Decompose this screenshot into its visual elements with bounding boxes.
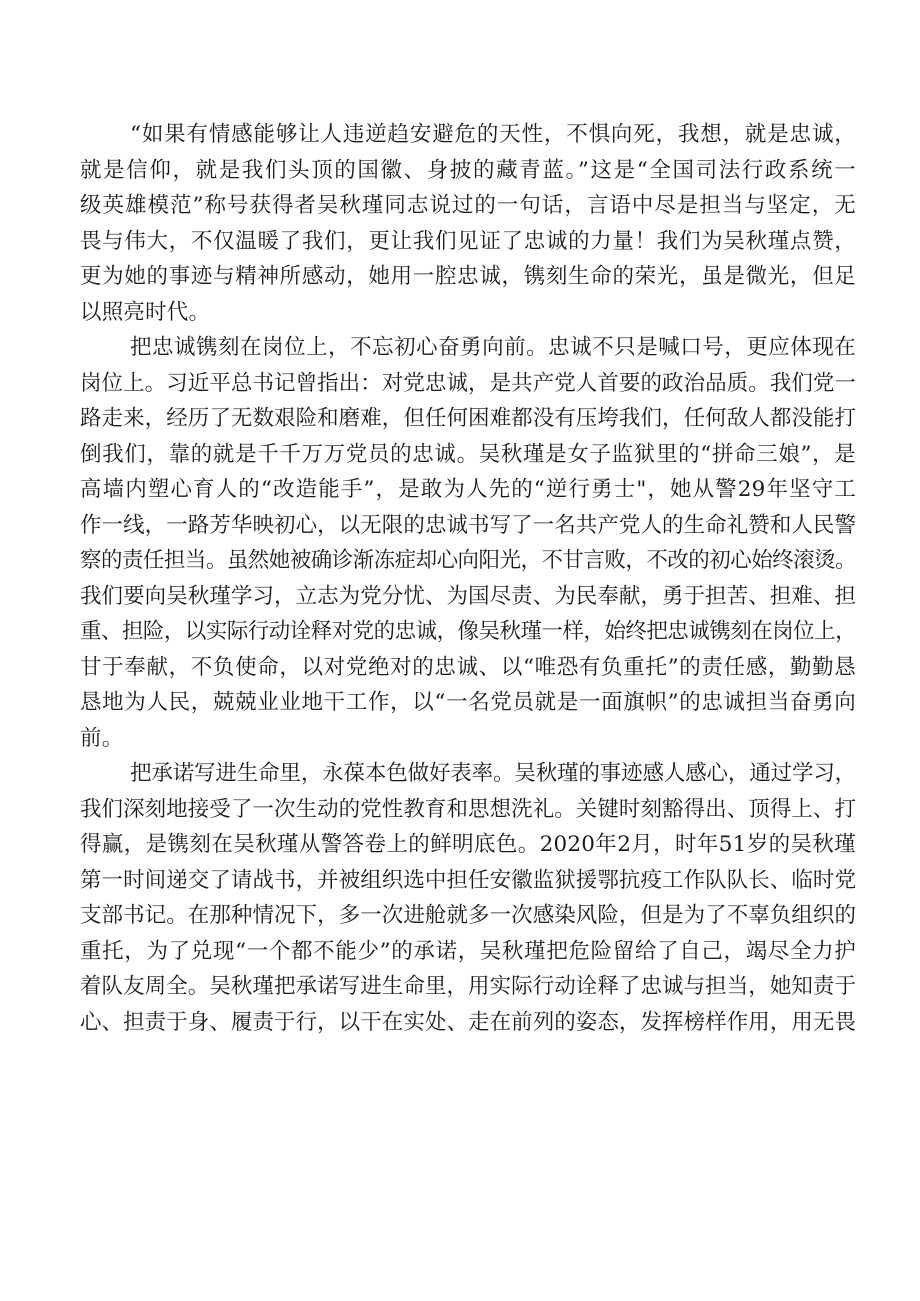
document-body — [80, 117, 856, 1040]
paragraph-line: 畏与伟大，不仅温暖了我们，更让我们见证了忠诚的力量！我们为吴秋瑾点赞， — [80, 228, 856, 254]
paragraph-line: 恳地为人民，兢兢业业地干工作，以“一名党员就是一面旗帜”的忠诚担当奋勇向 — [80, 690, 856, 715]
paragraph-line: 得赢，是镌刻在吴秋瑾从警答卷上的鲜明底色。2020年2月，时年51岁的吴秋瑾 — [80, 832, 856, 857]
paragraph-line: 高墙内塑心育人的“改造能手”，是敢为人先的“逆行勇士"，她从警29年坚守工 — [80, 477, 856, 502]
paragraph-line: 重托，为了兑现“一个都不能少”的承诺，吴秋瑾把危险留给了自己，竭尽全力护 — [80, 938, 856, 964]
paragraph-line: 重、担险，以实际行动诠释对党的忠诚，像吴秋瑾一样，始终把忠诚镌刻在岗位上， — [80, 619, 856, 644]
paragraph-line: 倒我们，靠的就是千千万万党员的忠诚。吴秋瑾是女子监狱里的“拼命三娘”，是 — [80, 441, 856, 467]
paragraph-line: 作一线，一路芳华映初心，以无限的忠诚书写了一名共产党人的生命礼赞和人民警 — [80, 512, 856, 538]
paragraph-line: 甘于奉献，不负使命，以对党绝对的忠诚、以“唯恐有负重托”的责任感，勤勤恳 — [80, 654, 856, 680]
paragraph-line: 我们深刻地接受了一次生动的党性教育和思想洗礼。关键时刻豁得出、顶得上、打 — [80, 796, 856, 822]
paragraph-line: 就是信仰，就是我们头顶的国徽、身披的藏青蓝。”这是“全国司法行政系统一 — [80, 157, 856, 183]
paragraph-line: 第一时间递交了请战书，并被组织选中担任安徽监狱援鄂抗疫工作队队长、临时党 — [80, 867, 856, 893]
paragraph-line: 我们要向吴秋瑾学习，立志为党分忧、为国尽责、为民奉献，勇于担苦、担难、担 — [80, 583, 856, 609]
paragraph-line: 心、担责于身、履责于行，以干在实处、走在前列的姿态，发挥榜样作用，用无畏 — [80, 1009, 856, 1035]
paragraph — [80, 330, 856, 756]
paragraph-line: 察的责任担当。虽然她被确诊渐冻症却心向阳光，不甘言败，不改的初心始终滚烫。 — [80, 548, 856, 573]
paragraph-line: 把忠诚镌刻在岗位上，不忘初心奋勇向前。忠诚不只是喊口号，更应体现在 — [130, 335, 856, 360]
paragraph-line: 级英雄模范”称号获得者吴秋瑾同志说过的一句话，言语中尽是担当与坚定，无 — [80, 193, 856, 218]
paragraph-line: 着队友周全。吴秋瑾把承诺写进生命里，用实际行动诠释了忠诚与担当，她知责于 — [80, 974, 856, 999]
paragraph-line: “如果有情感能够让人违逆趋安避危的天性，不惧向死，我想，就是忠诚， — [130, 122, 856, 147]
paragraph-line: 前。 — [80, 725, 124, 751]
paragraph-line: 以照亮时代。 — [80, 299, 211, 325]
paragraph-line: 岗位上。习近平总书记曾指出：对党忠诚，是共产党人首要的政治品质。我们党一 — [80, 370, 856, 396]
paragraph — [80, 117, 856, 330]
paragraph-line: 把承诺写进生命里，永葆本色做好表率。吴秋瑾的事迹感人感心，通过学习， — [130, 761, 856, 786]
paragraph-line: 更为她的事迹与精神所感动，她用一腔忠诚，镌刻生命的荣光，虽是微光，但足 — [80, 264, 856, 289]
paragraph — [80, 756, 856, 1040]
paragraph-line: 路走来，经历了无数艰险和磨难，但任何困难都没有压垮我们，任何敌人都没能打 — [80, 406, 856, 431]
paragraph-line: 支部书记。在那种情况下，多一次进舱就多一次感染风险，但是为了不辜负组织的 — [80, 903, 856, 928]
